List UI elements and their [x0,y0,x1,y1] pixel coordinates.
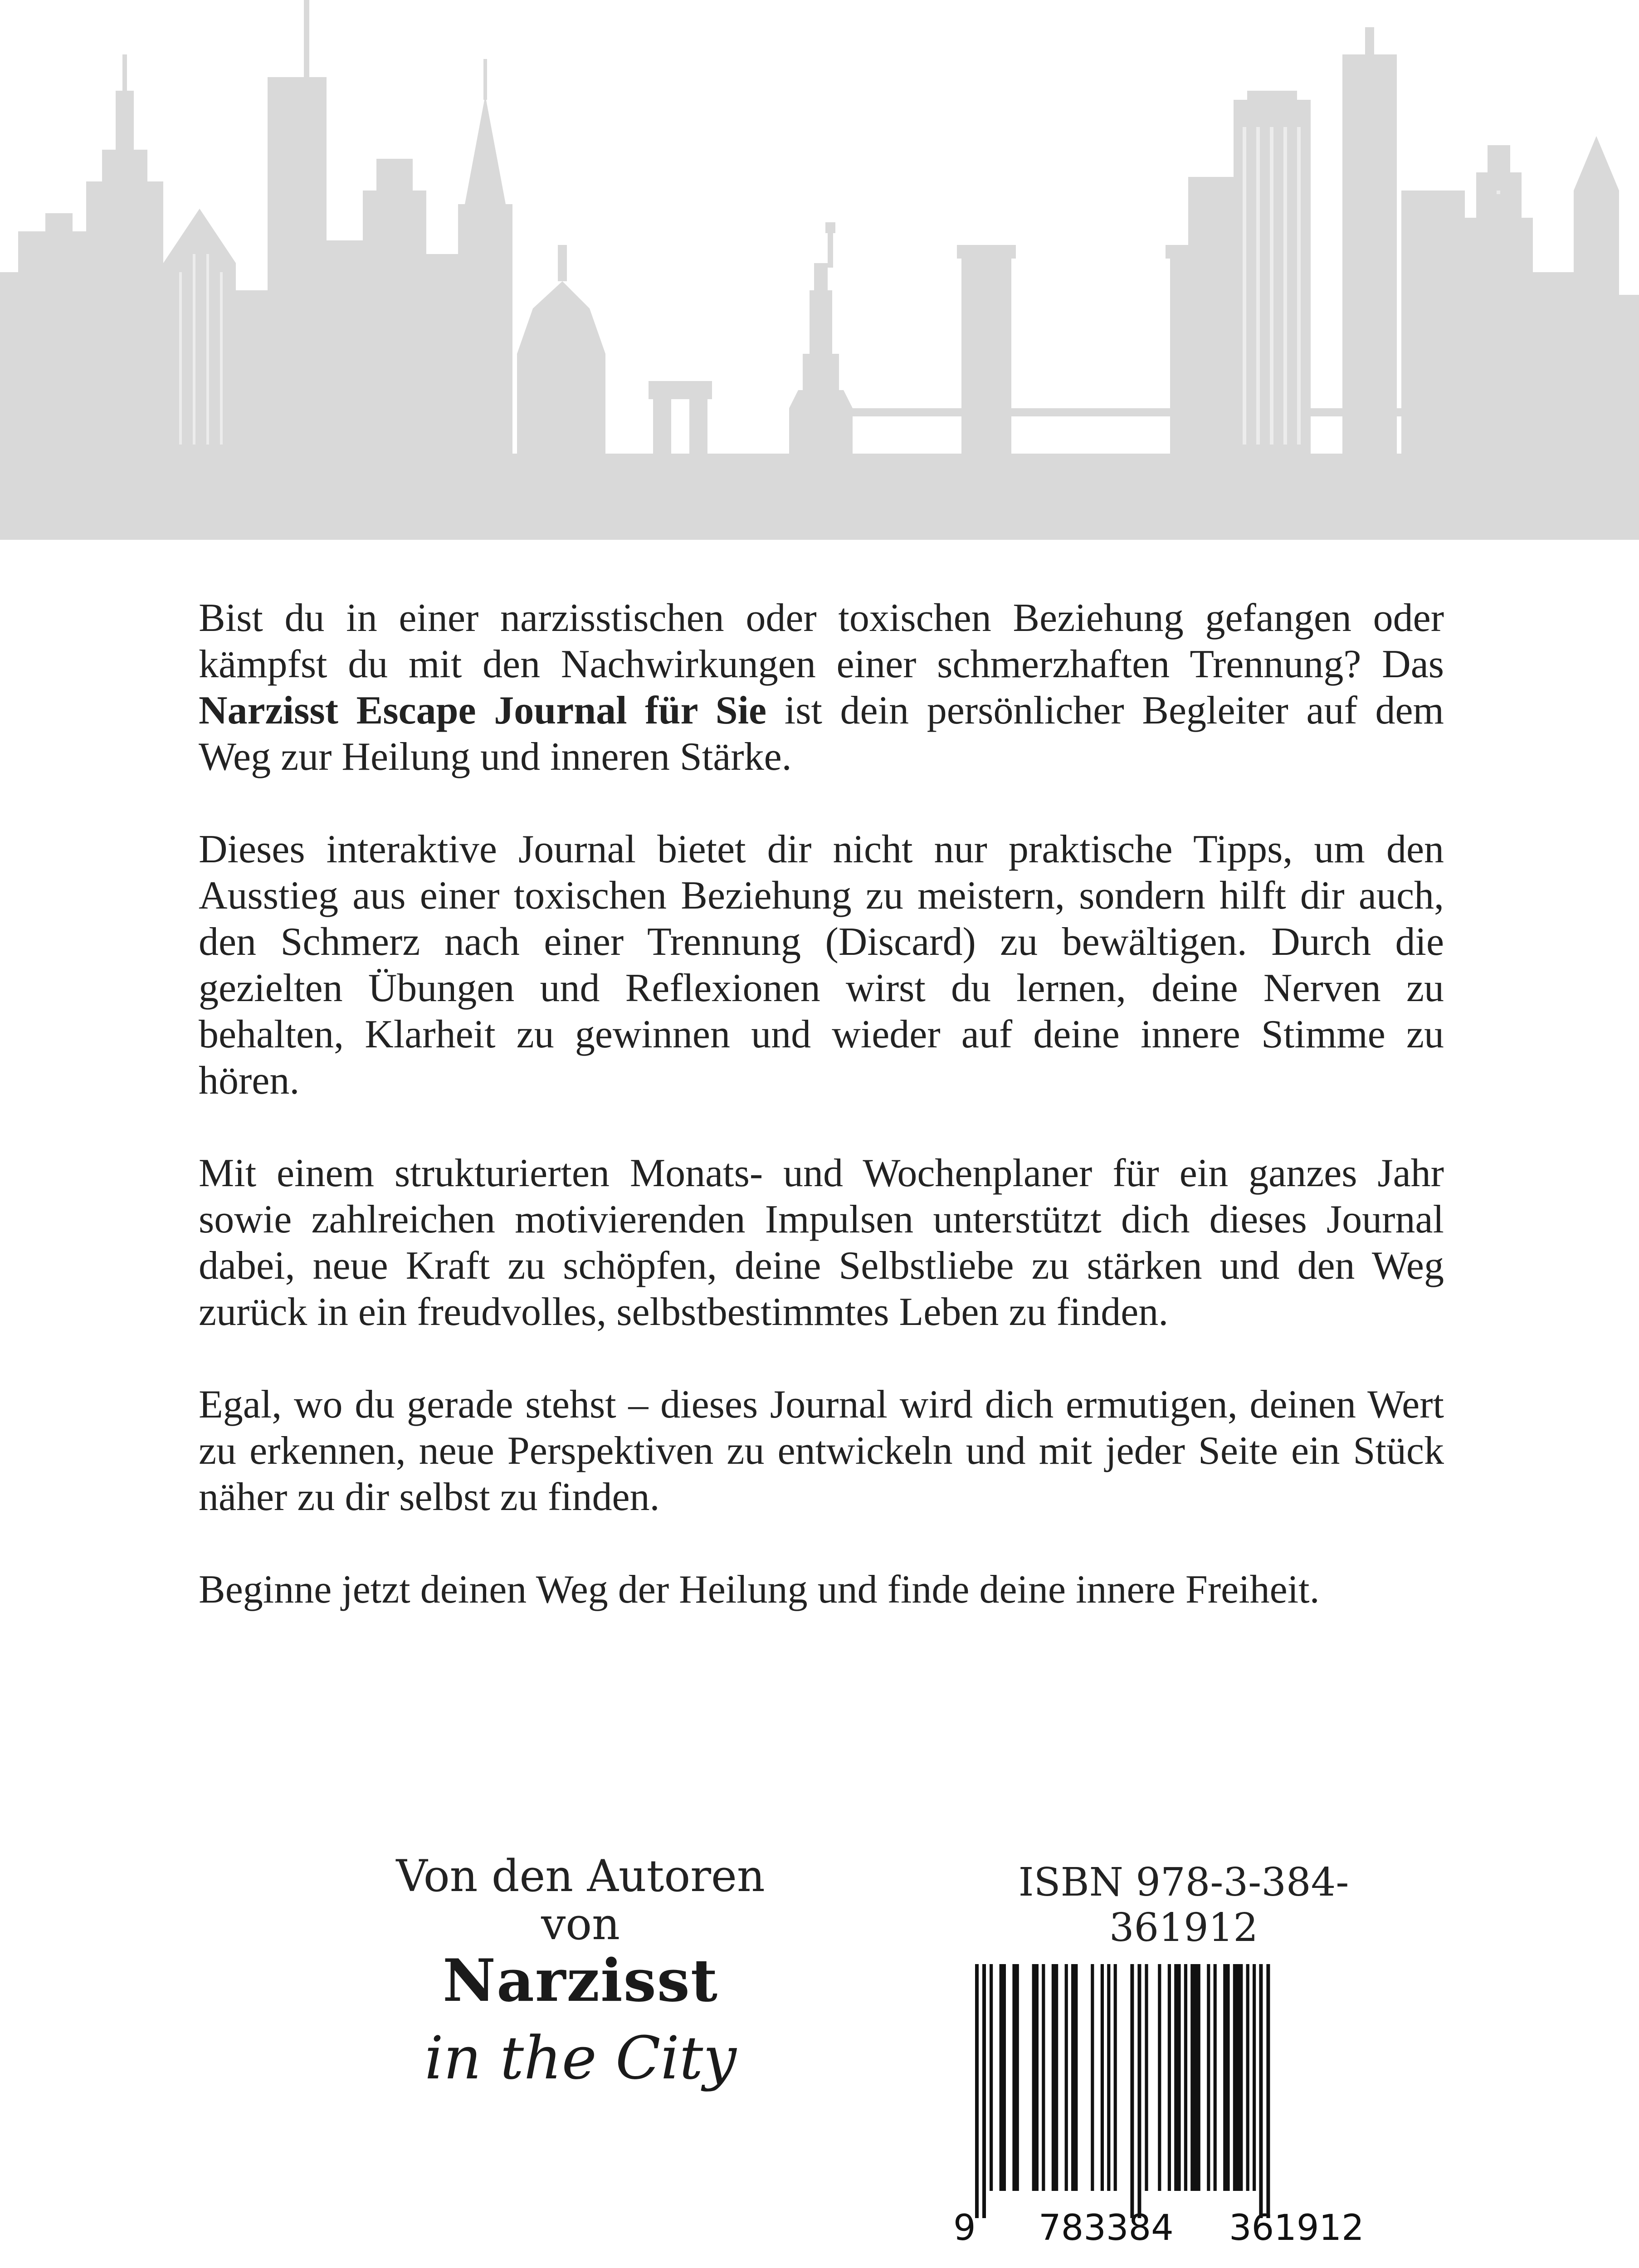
blurb-paragraph-5: Beginne jetzt deinen Weg der Heilung und finde deine innere Freiheit. [199,1568,1320,1612]
blurb-paragraph-1 [199,595,1444,780]
barcode-bar [1168,1964,1171,2191]
barcode-digits-right: 361912 [1229,2208,1364,2245]
barcode-bar [975,1964,979,2218]
brand-name: Narzisst [443,1947,718,2015]
barcode-bar [1233,1964,1243,2191]
barcode-bar [1107,1964,1110,2191]
barcode-bar [1246,1964,1249,2191]
skyline-svg [0,0,1639,540]
isbn-label: ISBN 978-3-384-361912 [1018,1860,1349,1950]
barcode-bar [1042,1964,1045,2191]
blurb-paragraph-2: Dieses interaktive Journal bietet dir nicht nur praktische Tipps, um den Ausstieg aus einer toxischen Beziehung zu meistern, sondern hilft dir auch, den Schmerz nach einer Trennung (Discard) zu bewältigen. Durch die gezielten Übungen und Reflexionen wirst du lernen, deine Nerven zu behalten, Klarheit zu gewinnen und wieder auf deine innere Stimme zu hören. [199,827,1444,1103]
barcode-bar [1158,1964,1161,2191]
barcode-bar [1253,1964,1256,2191]
barcode-bar [1130,1964,1134,2218]
barcode-bar [1114,1964,1117,2191]
brand-script: in the City [424,2024,737,2092]
authors-line-2: von [541,1899,620,1950]
barcode-bar [1091,1964,1094,2191]
skyline-illustration [0,0,1639,540]
isbn-block [948,1860,1401,2245]
barcode-digit-lead: 9 [953,2208,976,2245]
barcode-bar [1190,1964,1200,2191]
barcode-bar [1101,1964,1104,2191]
barcode-bar [1000,1964,1006,2191]
barcode-bar [1259,1964,1263,2218]
barcode-bar [1174,1964,1180,2191]
barcode-bar [990,1964,993,2191]
barcode [948,1964,1401,2245]
barcode-digits-left: 783384 [1039,2208,1174,2245]
barcode-bar [1052,1964,1058,2191]
barcode-bar [1145,1964,1148,2191]
barcode-bar [1207,1964,1210,2191]
barcode-bar [1071,1964,1078,2191]
blurb-paragraph-3: Mit einem strukturierten Monats- und Wochenplaner für ein ganzes Jahr sowie zahlreichen motivierenden Impulsen unterstützt dich dieses Journal dabei, neue Kraft zu schöpfen, deine Selbstliebe zu stärken und den Weg zurück in ein freudvolles, selbstbestimmtes Leben zu finden. [199,1151,1444,1334]
blurb-p1-end: ist dein persönlicher Begleiter auf dem Weg zur Heilung und inneren Stärke. [199,689,1444,779]
barcode-bar [1137,1964,1141,2218]
barcode-bar [1214,1964,1217,2191]
blurb-text [199,595,1444,1613]
barcode-bar [1032,1964,1039,2191]
blurb-p1-start: Bist du in einer narzisstischen oder toxischen Beziehung gefangen oder kämpfst du mit den Nachwirkungen einer schmerzhaften Trennung? Das [199,596,1444,686]
barcode-bar [1012,1964,1019,2191]
authors-line-1: Von den Autoren [396,1851,765,1901]
barcode-bar [1184,1964,1187,2191]
barcode-bar [1266,1964,1270,2218]
barcode-bar [1223,1964,1229,2191]
barcode-bar [1065,1964,1068,2191]
barcode-bar [982,1964,986,2218]
authors-logo [354,1851,807,2097]
blurb-paragraph-4: Egal, wo du gerade stehst – dieses Journal wird dich ermutigen, deinen Wert zu erkennen, neue Perspektiven zu entwickeln und mit jeder Seite ein Stück näher zu dir selbst zu finden. [199,1383,1444,1519]
book-title-emphasis: Narzisst Escape Journal für Sie [199,689,767,733]
